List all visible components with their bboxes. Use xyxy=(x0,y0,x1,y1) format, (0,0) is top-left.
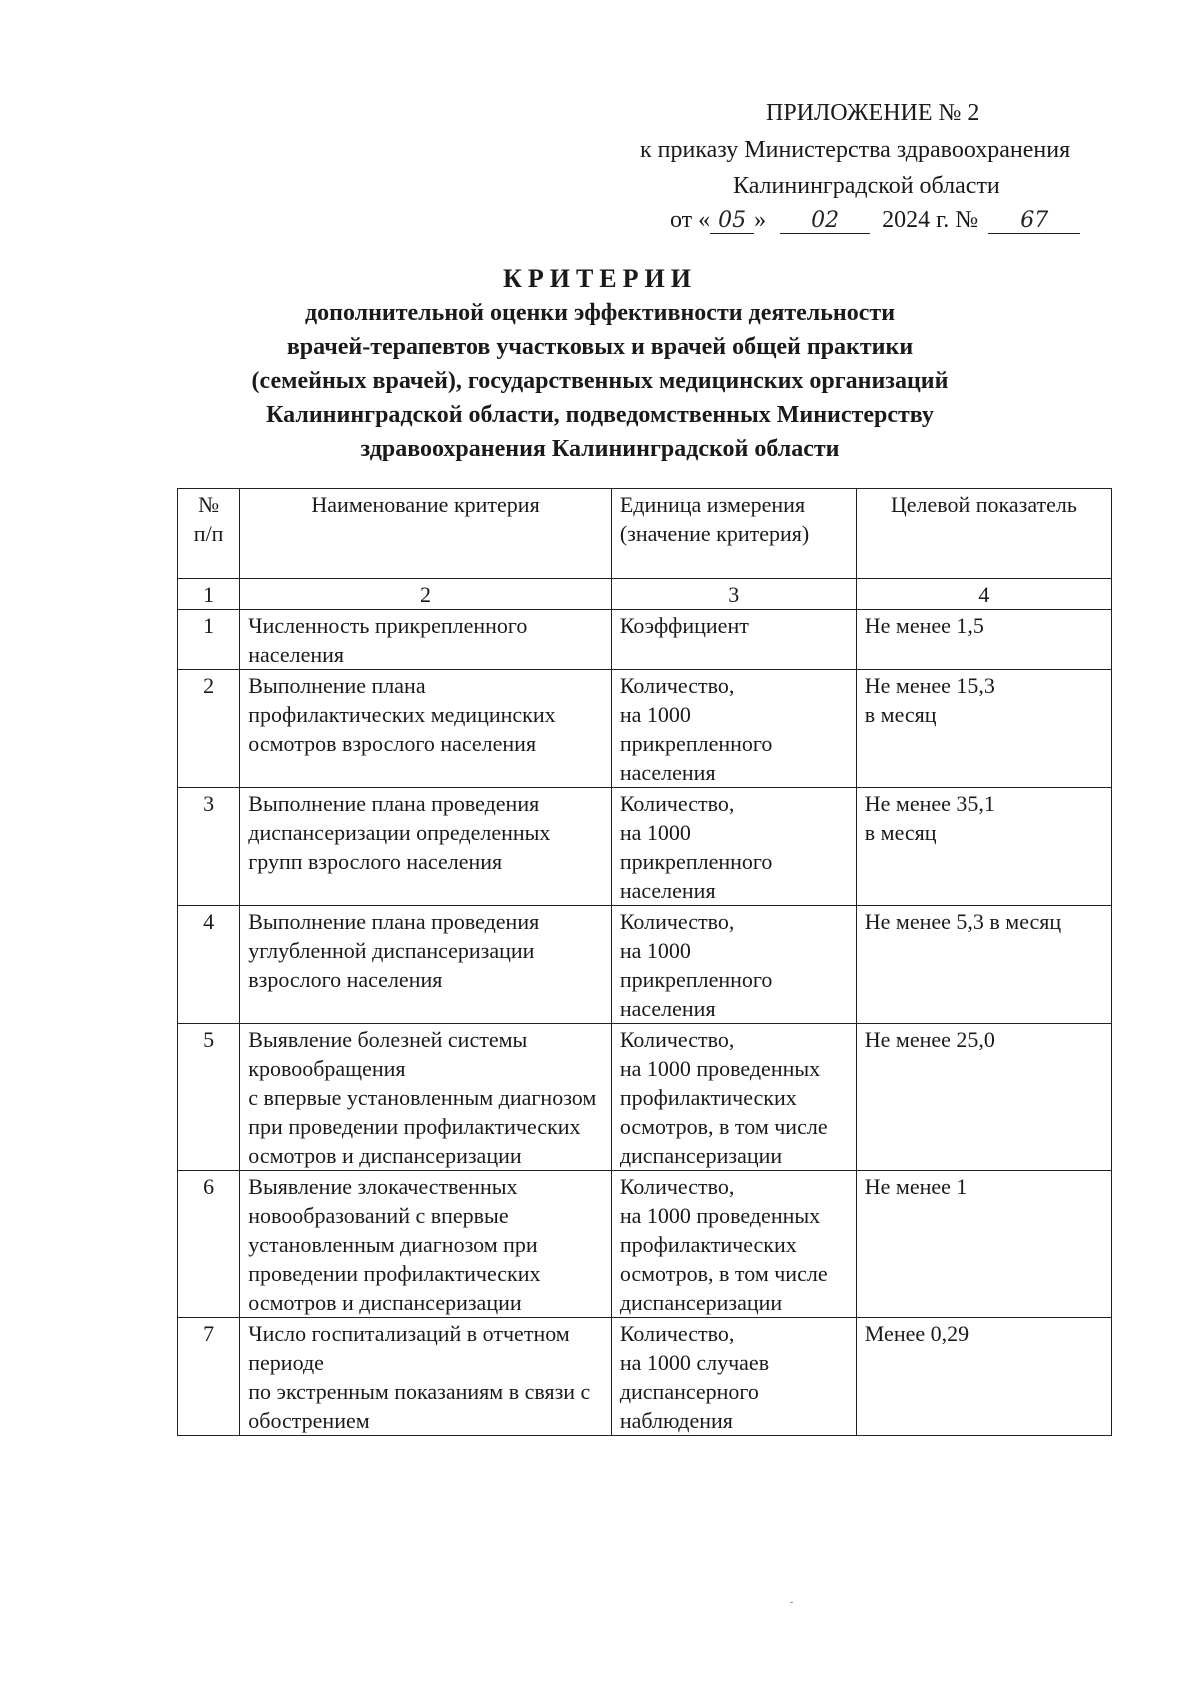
table-row: 4 Выполнение плана проведения углубленной диспансеризации взрослого населения Количество, на 1000 прикрепленного населения Не менее 5,3 в месяц xyxy=(178,906,1112,1024)
criteria-table xyxy=(177,488,1112,1436)
order-date-line: от « 05 » 02 2024 г. № 67 xyxy=(670,207,1080,234)
table-row: 7 Число госпитализаций в отчетном периоде по экстренным показаниям в связи с обострением Количество, на 1000 случаев диспансерного наблюдения Менее 0,29 xyxy=(178,1318,1112,1436)
table-row: 1 Численность прикрепленного населения Коэффициент Не менее 1,5 xyxy=(178,610,1112,670)
order-day: 05 xyxy=(710,208,754,234)
order-reference: к приказу Министерства здравоохранения xyxy=(640,137,1071,163)
order-number: 67 xyxy=(988,208,1080,234)
table-row: 2 Выполнение плана профилактических медицинских осмотров взрослого населения Количество, на 1000 прикрепленного населения Не менее 15,3 в месяц xyxy=(178,670,1112,788)
header-unit: Единица измерения (значение критерия) xyxy=(611,489,856,579)
header-target: Целевой показатель xyxy=(856,489,1111,579)
appendix-number: ПРИЛОЖЕНИЕ № 2 xyxy=(766,100,980,126)
region-name: Калининградской области xyxy=(733,173,1000,199)
table-row: 3 Выполнение плана проведения диспансеризации определенных групп взрослого населения Количество, на 1000 прикрепленного населения Не менее 35,1 в месяц xyxy=(178,788,1112,906)
scan-speck xyxy=(790,1602,793,1603)
order-month: 02 xyxy=(780,208,870,234)
table-row: 5 Выявление болезней системы кровообращения с впервые установленным диагнозом при проведении профилактических осмотров и диспансеризации Количество, на 1000 проведенных профилактических осмотров, в том числе диспансеризации Не менее 25,0 xyxy=(178,1024,1112,1171)
header-criterion-name: Наименование критерия xyxy=(240,489,612,579)
table-row: 6 Выявление злокачественных новообразований с впервые установленным диагнозом при проведении профилактических осмотров и диспансеризации Количество, на 1000 проведенных профилактических осмотров, в том числе диспансеризации Не менее 1 xyxy=(178,1171,1112,1318)
header-number: № п/п xyxy=(178,489,240,579)
document-subtitle: дополнительной оценки эффективности деятельности врачей-терапевтов участковых и врачей общей практики (семейных врачей), государственных медицинских организаций Калининградской области, подведомственных Министерству здравоохранения Калининградской области xyxy=(251,300,949,462)
document-title xyxy=(0,264,1200,294)
table-column-numbering-row: 1 2 3 4 xyxy=(178,579,1112,610)
table-header-row xyxy=(178,489,1112,579)
title-main: КРИТЕРИИ xyxy=(503,264,697,293)
